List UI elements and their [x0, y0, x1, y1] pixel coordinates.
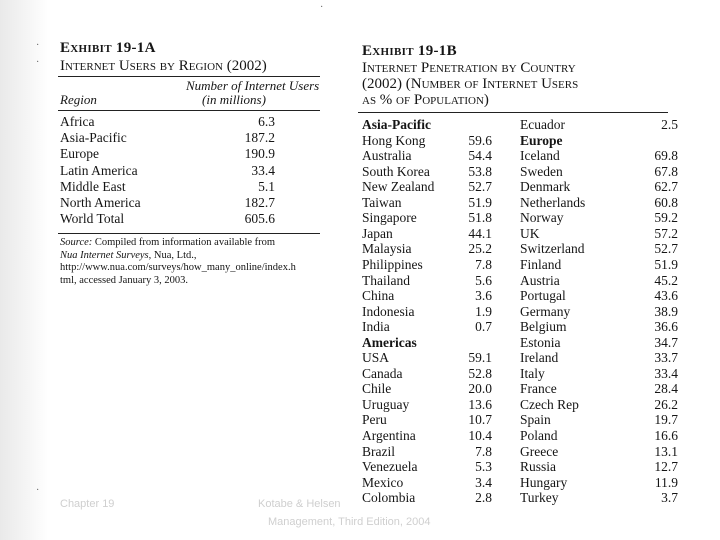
region-users-value: 182.7 [244, 195, 275, 210]
exhibit-b-title-line1: Internet Penetration by Country [362, 60, 576, 76]
country-name: Malaysia [362, 241, 412, 257]
country-name: Poland [520, 428, 558, 443]
penetration-value: 3.6 [475, 288, 492, 304]
column-header-users: Number of Internet Users [186, 78, 320, 93]
country-name: China [362, 288, 395, 304]
penetration-value: 33.4 [654, 365, 678, 381]
country-name: Switzerland [520, 241, 585, 257]
country-name: Sweden [520, 163, 563, 179]
country-name: Austria [520, 272, 560, 288]
penetration-value: 20.0 [468, 381, 492, 397]
region-heading: Europe [520, 132, 563, 148]
penetration-value: 5.6 [475, 272, 492, 288]
penetration-value: 36.6 [654, 319, 678, 335]
penetration-value: 33.7 [654, 350, 678, 366]
penetration-value: 59.1 [468, 350, 492, 366]
penetration-value: 43.6 [654, 288, 678, 304]
region-name: Europe [60, 146, 99, 162]
penetration-value: 26.2 [654, 396, 678, 412]
penetration-value: 44.1 [468, 225, 492, 241]
source-line: Source: Compiled from information available from [60, 237, 276, 248]
penetration-value: 7.8 [475, 443, 492, 459]
penetration-value: 13.6 [468, 396, 492, 412]
country-name: Norway [520, 210, 564, 226]
region-heading: Americas [362, 334, 417, 350]
country-name: Hong Kong [362, 132, 426, 148]
country-name: Mexico [362, 474, 404, 490]
country-name: Japan [362, 225, 393, 241]
page-edge-shadow [0, 0, 48, 540]
penetration-value: 52.7 [468, 179, 492, 195]
region-name: North America [60, 195, 141, 210]
country-name: Estonia [520, 334, 561, 350]
country-name: India [362, 319, 390, 335]
country-name: Portugal [520, 288, 566, 304]
penetration-value: 51.8 [468, 210, 492, 226]
scan-speck: · [36, 485, 40, 496]
penetration-value: 69.8 [654, 148, 678, 164]
exhibit-b-rule-top [358, 112, 668, 113]
region-name: Middle East [60, 178, 126, 194]
country-name: South Korea [362, 163, 430, 179]
penetration-value: 45.2 [654, 272, 678, 288]
country-name: Finland [520, 256, 562, 272]
exhibit-b-title-line2: (2002) (Number of Internet Users [362, 76, 579, 92]
penetration-value: 13.1 [654, 443, 678, 459]
penetration-value: 51.9 [654, 256, 678, 272]
footer-authors: Kotabe & Helsen [258, 498, 341, 510]
penetration-value: 67.8 [654, 163, 678, 179]
country-name: France [520, 381, 557, 397]
scan-speck: · [36, 57, 40, 68]
country-name: Taiwan [362, 194, 402, 210]
country-name: Philippines [362, 256, 423, 272]
penetration-value: 57.2 [654, 225, 678, 241]
penetration-value: 59.2 [654, 210, 678, 226]
exhibit-a-label: Exhibit 19-1A [60, 40, 156, 56]
region-users-value: 190.9 [244, 146, 275, 162]
penetration-value: 34.7 [654, 334, 678, 350]
penetration-value: 10.4 [468, 428, 492, 443]
source-line: Nua Internet Surveys, Nua, Ltd., [60, 249, 197, 261]
source-line: http://www.nua.com/surveys/how_many_online/index.h [60, 262, 296, 273]
penetration-value: 3.7 [661, 490, 678, 506]
penetration-value: 54.4 [468, 148, 492, 164]
country-name: Belgium [520, 319, 567, 335]
penetration-value: 2.8 [475, 490, 492, 506]
country-name: Indonesia [362, 303, 415, 319]
country-name: UK [520, 225, 540, 241]
scan-speck: · [320, 2, 324, 13]
country-name: Singapore [362, 210, 417, 226]
region-users-value: 187.2 [244, 130, 275, 146]
exhibit-b-label: Exhibit 19-1B [362, 43, 457, 59]
country-name: Brazil [362, 443, 395, 459]
penetration-value: 38.9 [654, 303, 678, 319]
footer-chapter: Chapter 19 [60, 498, 115, 510]
penetration-value: 12.7 [654, 459, 678, 475]
country-name: Germany [520, 303, 571, 319]
source-line: tml, accessed January 3, 2003. [60, 274, 189, 286]
region-users-value: 33.4 [251, 162, 275, 178]
penetration-value: 7.8 [475, 256, 492, 272]
penetration-value: 53.8 [468, 163, 492, 179]
country-name: Australia [362, 148, 412, 164]
country-name: Spain [520, 412, 551, 428]
country-name: New Zealand [362, 179, 435, 195]
country-name: Iceland [520, 148, 560, 164]
exhibit-a-rule-bottom [58, 233, 320, 234]
penetration-value: 11.9 [654, 474, 678, 490]
exhibit-a-rule-header [58, 110, 320, 111]
country-name: Argentina [362, 428, 416, 443]
penetration-value: 51.9 [468, 194, 492, 210]
footer-edition: Management, Third Edition, 2004 [268, 516, 431, 528]
country-name: Chile [362, 381, 392, 397]
penetration-value: 1.9 [475, 303, 492, 319]
exhibit-b-title-line3: as % of Population) [362, 92, 489, 108]
country-name: Russia [520, 459, 557, 475]
country-name: Peru [362, 412, 387, 428]
penetration-value: 19.7 [654, 412, 678, 428]
region-name: Africa [60, 114, 95, 129]
penetration-value: 0.7 [475, 319, 492, 335]
country-name: Italy [520, 365, 545, 381]
column-header-region: Region [60, 92, 97, 107]
country-name: Denmark [520, 179, 571, 195]
penetration-value: 28.4 [654, 381, 678, 397]
country-name: Uruguay [362, 396, 410, 412]
country-name: Ecuador [520, 117, 565, 132]
country-name: Turkey [520, 490, 559, 506]
penetration-value: 5.3 [475, 459, 492, 475]
region-users-value: 6.3 [258, 114, 275, 129]
region-heading: Asia-Pacific [362, 117, 431, 132]
country-name: Colombia [362, 490, 416, 506]
penetration-value: 16.6 [654, 428, 678, 443]
country-name: Greece [520, 443, 559, 459]
penetration-value: 59.6 [468, 132, 492, 148]
country-name: Hungary [520, 474, 568, 490]
country-name: Ireland [520, 350, 559, 366]
exhibit-a-rule-top [58, 76, 320, 77]
scan-speck: · [36, 40, 40, 51]
country-name: Netherlands [520, 194, 586, 210]
penetration-value: 3.4 [475, 474, 492, 490]
country-name: USA [362, 350, 390, 366]
country-name: Canada [362, 365, 403, 381]
penetration-value: 10.7 [468, 412, 492, 428]
penetration-value: 25.2 [468, 241, 492, 257]
penetration-value: 52.8 [468, 365, 492, 381]
penetration-value: 60.8 [654, 194, 678, 210]
region-name: World Total [60, 211, 125, 227]
column-header-users-unit: (in millions) [202, 92, 266, 107]
exhibit-a-title: Internet Users by Region (2002) [60, 58, 267, 74]
penetration-value: 62.7 [654, 179, 678, 195]
region-users-value: 605.6 [244, 211, 275, 227]
penetration-value: 52.7 [654, 241, 678, 257]
country-name: Venezuela [362, 459, 418, 475]
region-name: Latin America [60, 162, 138, 178]
country-name: Thailand [362, 272, 410, 288]
region-name: Asia-Pacific [60, 130, 127, 146]
penetration-value: 2.5 [661, 117, 678, 132]
region-users-value: 5.1 [258, 178, 275, 194]
country-name: Czech Rep [520, 396, 579, 412]
